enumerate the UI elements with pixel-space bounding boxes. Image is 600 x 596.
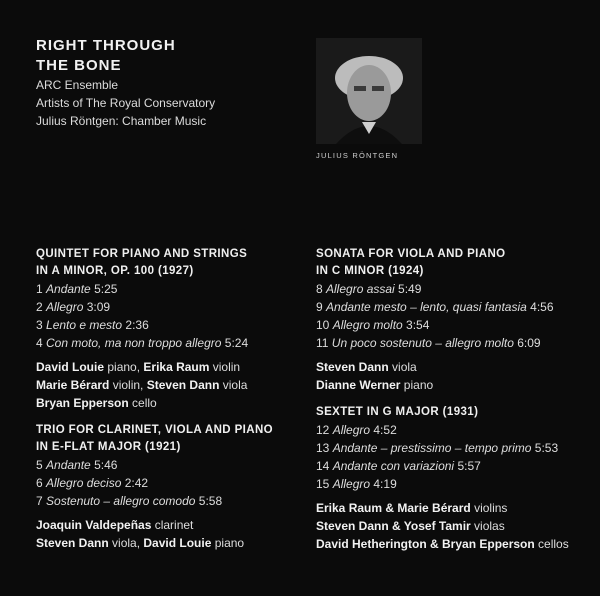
track-number: 11	[316, 336, 332, 350]
track-item	[316, 439, 586, 457]
track-tempo: Allegro	[46, 300, 84, 314]
performer-role: viola	[388, 360, 417, 374]
performers	[36, 516, 306, 552]
track-duration: 5:24	[221, 336, 249, 350]
track-tempo: Sostenuto – allegro comodo	[46, 494, 196, 508]
performer-role: cello	[128, 396, 157, 410]
track-duration: 6:09	[513, 336, 541, 350]
track-duration: 2:36	[122, 318, 149, 332]
track-number: 8	[316, 282, 327, 296]
track-number: 6	[36, 476, 47, 490]
track-tempo: Lento e mesto	[46, 318, 123, 332]
track-number: 14	[316, 459, 333, 473]
portrait-photo	[316, 38, 422, 144]
performer-name: David Louie	[143, 536, 212, 550]
performer-role: violas	[470, 519, 505, 533]
performer-name: David Hetherington & Bryan Epperson	[316, 537, 535, 551]
track-tempo: Allegro	[332, 477, 371, 491]
track-item	[36, 316, 306, 334]
performer-name: Marie Bérard	[36, 378, 110, 392]
track-duration: 3:54	[402, 318, 430, 332]
performer-name: David Louie	[36, 360, 105, 374]
track-number: 2	[36, 300, 47, 314]
work-section	[316, 246, 586, 394]
track-duration: 4:19	[370, 477, 397, 491]
album-title-line2: THE BONE	[36, 57, 122, 74]
performers	[316, 499, 586, 553]
track-tempo: Allegro	[332, 423, 371, 437]
track-number: 9	[316, 300, 327, 314]
track-number: 4	[36, 336, 47, 350]
performer-name: Steven Dann & Yosef Tamir	[316, 519, 471, 533]
left-column	[36, 246, 306, 562]
performer-line	[36, 534, 306, 552]
performer-name: Erika Raum	[143, 360, 210, 374]
track-item	[316, 421, 586, 439]
performer-line	[36, 516, 306, 534]
track-duration: 5:25	[90, 282, 118, 296]
track-duration: 4:56	[526, 300, 554, 314]
track-number: 1	[36, 282, 47, 296]
album-subtitle: Julius Röntgen: Chamber Music	[36, 114, 207, 128]
performer-name: Bryan Epperson	[36, 396, 129, 410]
track-duration: 2:42	[121, 476, 149, 490]
track-item	[316, 457, 586, 475]
track-duration: 5:46	[90, 458, 118, 472]
track-item	[316, 298, 586, 316]
work-title: IN E-FLAT MAJOR (1921)	[36, 441, 181, 453]
performer-role: piano	[211, 536, 245, 550]
performer-line	[316, 535, 586, 553]
track-item	[36, 334, 306, 352]
performer-role: viola,	[108, 536, 144, 550]
performer-role: viola	[219, 378, 248, 392]
performer-role: piano,	[104, 360, 144, 374]
track-item	[316, 280, 586, 298]
work-section	[36, 422, 306, 552]
track-item	[36, 280, 306, 298]
album-title-line1: RIGHT THROUGH	[36, 37, 176, 54]
track-tempo: Andante	[46, 458, 91, 472]
track-item	[36, 474, 306, 492]
track-tempo: Un poco sostenuto – allegro molto	[331, 336, 514, 350]
performer-name: Steven Dann	[36, 536, 109, 550]
track-item	[36, 456, 306, 474]
track-number: 10	[316, 318, 333, 332]
performer-role: violin	[209, 360, 241, 374]
performer-line	[316, 499, 586, 517]
performer-name: Joaquin Valdepeñas	[36, 518, 152, 532]
track-tempo: Allegro deciso	[46, 476, 122, 490]
track-tempo: Andante	[46, 282, 91, 296]
track-duration: 4:52	[370, 423, 397, 437]
track-duration: 5:49	[394, 282, 422, 296]
track-item	[36, 492, 306, 510]
right-column	[316, 246, 586, 563]
track-tempo: Con moto, ma non troppo allegro	[46, 336, 222, 350]
performer-line	[36, 394, 306, 412]
ensemble-name: ARC Ensemble	[36, 78, 119, 92]
track-item	[316, 316, 586, 334]
performer-role: violins	[470, 501, 508, 515]
track-number: 7	[36, 494, 47, 508]
performer-line	[36, 358, 306, 376]
track-tempo: Allegro molto	[332, 318, 403, 332]
track-duration: 5:53	[531, 441, 559, 455]
track-duration: 3:09	[83, 300, 111, 314]
work-title: QUINTET FOR PIANO AND STRINGS	[36, 248, 248, 260]
work-section	[316, 404, 586, 553]
track-tempo: Andante con variazioni	[332, 459, 455, 473]
work-title: IN A MINOR, OP. 100 (1927)	[36, 265, 194, 277]
track-item	[316, 475, 586, 493]
work-title: IN C MINOR (1924)	[316, 265, 424, 277]
performer-name: Steven Dann	[316, 360, 389, 374]
performer-role: cellos	[534, 537, 569, 551]
track-number: 12	[316, 423, 333, 437]
performer-name: Erika Raum & Marie Bérard	[316, 501, 471, 515]
composer-portrait	[316, 38, 422, 144]
track-tempo: Andante mesto – lento, quasi fantasia	[326, 300, 527, 314]
work-title: SONATA FOR VIOLA AND PIANO	[316, 248, 506, 260]
performer-role: piano	[400, 378, 434, 392]
track-number: 15	[316, 477, 333, 491]
work-title: SEXTET IN G MAJOR (1931)	[316, 406, 479, 418]
track-number: 3	[36, 318, 47, 332]
performer-role: clarinet	[151, 518, 194, 532]
album-header	[36, 36, 215, 130]
performers	[36, 358, 306, 412]
ensemble-affiliation: Artists of The Royal Conservatory	[36, 96, 216, 110]
performer-line	[316, 358, 586, 376]
performer-role: violin,	[109, 378, 147, 392]
track-duration: 5:57	[454, 459, 481, 473]
performer-name: Steven Dann	[146, 378, 220, 392]
work-title: TRIO FOR CLARINET, VIOLA AND PIANO	[36, 424, 273, 436]
track-number: 5	[36, 458, 47, 472]
performer-line	[36, 376, 306, 394]
track-duration: 5:58	[195, 494, 223, 508]
track-item	[316, 334, 586, 352]
track-tempo: Allegro assai	[326, 282, 395, 296]
performer-line	[316, 517, 586, 535]
track-item	[36, 298, 306, 316]
performer-name: Dianne Werner	[316, 378, 401, 392]
track-number: 13	[316, 441, 333, 455]
work-section	[36, 246, 306, 412]
performer-line	[316, 376, 586, 394]
track-tempo: Andante – prestissimo – tempo primo	[332, 441, 532, 455]
performers	[316, 358, 586, 394]
portrait-caption: JULIUS RÖNTGEN	[316, 151, 399, 160]
